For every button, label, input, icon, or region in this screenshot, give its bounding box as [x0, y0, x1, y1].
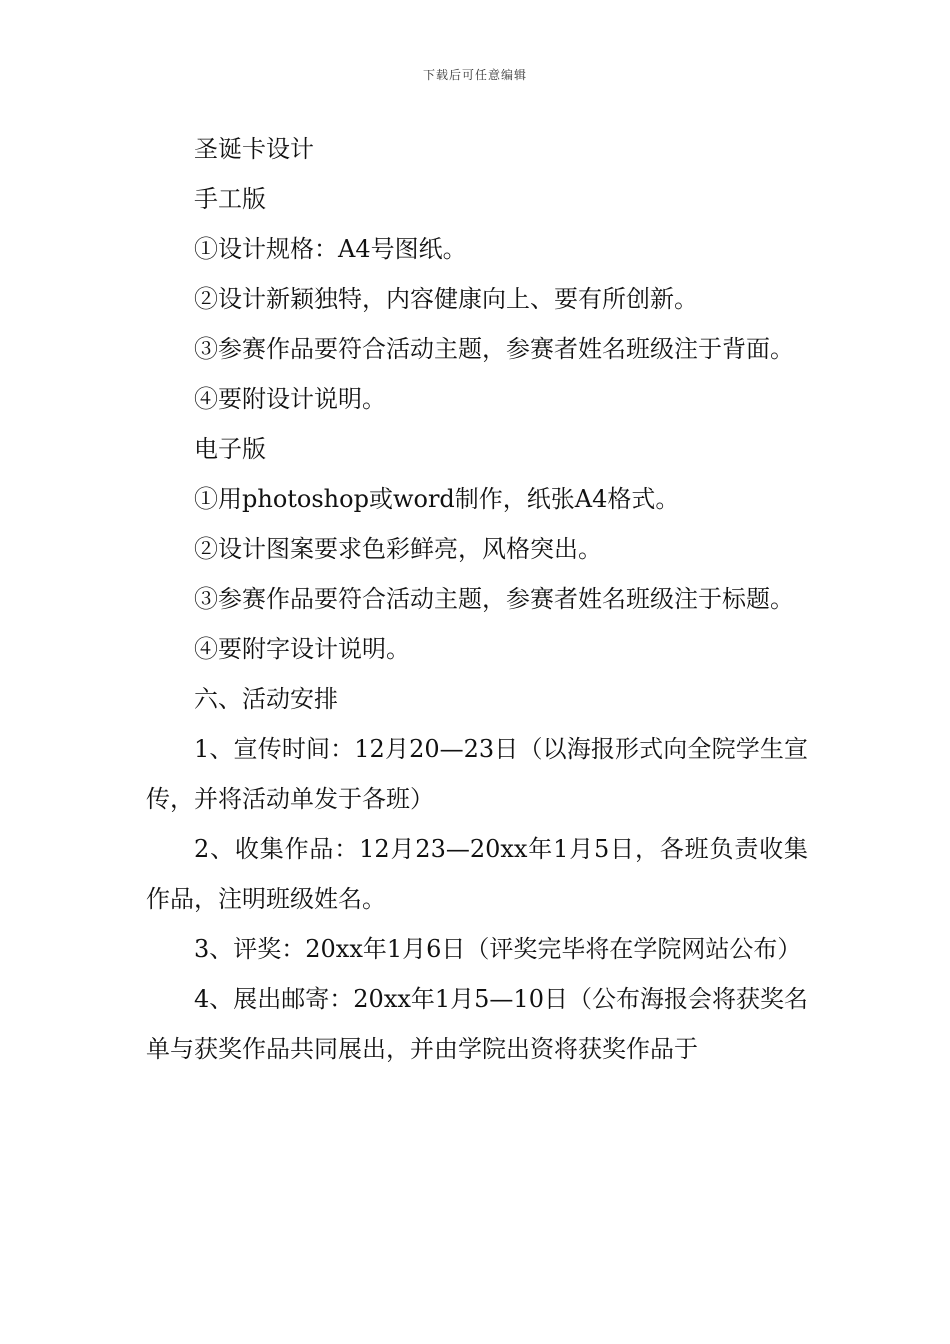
subsection-heading: 电子版 — [194, 435, 266, 463]
section-title: 圣诞卡设计 — [194, 135, 314, 163]
schedule-item: 2、收集作品：12月23—20xx年1月5日，各班负责收集作品，注明班级姓名。 — [146, 835, 808, 913]
requirement-item: ②设计图案要求色彩鲜亮，风格突出。 — [194, 535, 602, 563]
requirement-item: ①设计规格：A4号图纸。 — [194, 235, 467, 263]
subsection-heading: 手工版 — [194, 185, 266, 213]
schedule-item: 4、展出邮寄：20xx年1月5—10日（公布海报会将获奖名单与获奖作品共同展出，并由学院出资将获奖作品于 — [146, 985, 808, 1063]
schedule-item: 3、评奖：20xx年1月6日（评奖完毕将在学院网站公布） — [194, 935, 802, 963]
requirement-item: ④要附字设计说明。 — [194, 635, 410, 663]
page-header-note: 下载后可任意编辑 — [422, 68, 527, 82]
requirement-item: ③参赛作品要符合活动主题，参赛者姓名班级注于背面。 — [194, 335, 794, 363]
schedule-item: 1、宣传时间：12月20—23日（以海报形式向全院学生宣传，并将活动单发于各班） — [146, 735, 808, 813]
section-heading: 六、活动安排 — [194, 685, 338, 713]
requirement-item: ①用photoshop或word制作，纸张A4格式。 — [194, 485, 680, 513]
requirement-item: ②设计新颖独特，内容健康向上、要有所创新。 — [194, 285, 698, 313]
requirement-item: ④要附设计说明。 — [194, 385, 386, 413]
document-body — [146, 124, 808, 1074]
requirement-item: ③参赛作品要符合活动主题，参赛者姓名班级注于标题。 — [194, 585, 794, 613]
